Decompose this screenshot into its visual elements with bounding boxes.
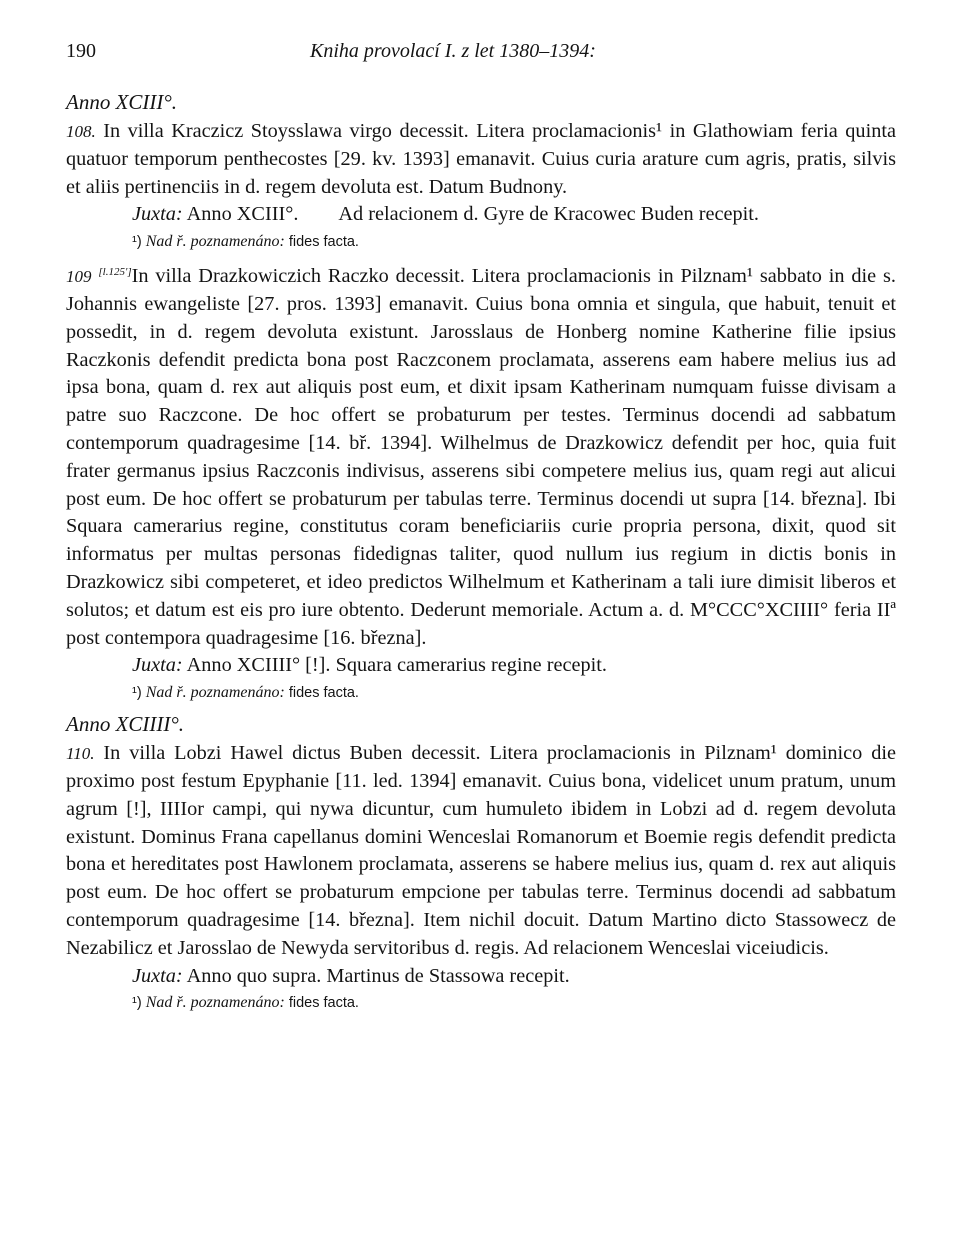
- footnote: [132, 682, 896, 704]
- footnote: [132, 231, 896, 253]
- juxta-relatio: Ad relacionem d. Gyre de Kracowec Buden recepit.: [338, 203, 760, 226]
- entry-110: [66, 740, 896, 962]
- juxta-relatio: Squara camerarius regine recepit.: [335, 654, 607, 677]
- juxta-year: Anno XCIII°.: [186, 203, 299, 226]
- footnote-label: Nad ř. poznamenáno:: [145, 233, 285, 251]
- juxta-relatio: Martinus de Stassowa recepit.: [326, 964, 570, 987]
- juxta-line: [132, 963, 896, 991]
- footnote-mark: ¹): [132, 685, 142, 702]
- entry-text: In villa Kraczicz Stoysslawa virgo decessit. Litera proclamacionis¹ in Glathowiam feria quinta quatuor temporum penthecostes [29. kv. 1393] emanavit. Cuius curia arature cum agris, pratis, silvis et aliis pertinenciis in d. regem devoluta est. Datum Budnony.: [66, 120, 896, 198]
- juxta-line: [132, 201, 896, 229]
- year-heading: Anno XCIIII°.: [66, 712, 185, 737]
- juxta-label: Juxta:: [132, 654, 183, 677]
- footnote-mark: ¹): [132, 234, 142, 251]
- juxta-year: Anno quo supra.: [186, 964, 322, 987]
- page-header: [66, 40, 896, 76]
- entry-109: [66, 259, 896, 652]
- document-page: [66, 40, 896, 1020]
- footnote-label: Nad ř. poznamenáno:: [145, 684, 285, 702]
- footnote-label: Nad ř. poznamenáno:: [145, 994, 285, 1012]
- footnote-text: fides facta.: [288, 685, 359, 702]
- juxta-label: Juxta:: [132, 203, 183, 226]
- folio-mark: [l.125']: [98, 266, 132, 279]
- entry-text: In villa Drazkowiczich Raczko decessit. Litera proclamacionis in Pilznam¹ sabbato in die s. Johannis ewangeliste [27. pros. 1393] emanavit. Cuius bona omnia et singula, que habuit, tenuit et possedit, in d. regem devoluta existunt. Jarosslaus de Honberg nomine Katherine filie ipsius Raczkonis defendit predicta bona post Raczconem proclamata, asserens eam habere melius ius ad ipsa bona, quam d. rex aut aliquis post eum, et dixit ipsam Katherinam numquam fuisse divisam a patre suo Raczcone. De hoc offert se probaturum per testes. Terminus docendi ad sabbatum contemporum quadragesime [14. bř. 1394]. Wilhelmus de Drazkowicz defendit per hoc, quia fuit frater germanus ipsius Raczconis indivisus, asserens sibi competere melius ius, quam regi aut alicui post eum. De hoc offert se probaturum per tabulas terre. Terminus docendi ut supra [14. března]. Ibi Squara camerarius regine, constitutus coram beneficiariis curie propria persona, dixit, quod sit informatus per multas personas fidedignas taliter, quod nullum ius regium in dictis bonis in Drazkowicz sibi competeret, et ideo predictos Wilhelmum et Katherinam a tali iure dimisit liberos et solutos; et datum est eis pro iure obtento. Dederunt memoriale. Actum a. d. M°CCC°XCIIII° feria IIª post contempora quadragesime [16. března].: [66, 265, 896, 649]
- footnote: [132, 992, 896, 1014]
- juxta-line: [132, 652, 896, 680]
- footnote-mark: ¹): [132, 995, 142, 1012]
- entry-number: 108.: [66, 122, 96, 141]
- entry-text: In villa Lobzi Hawel dictus Buben decessit. Litera proclamacionis in Pilznam¹ dominico die proximo post festum Epyphanie [11. led. 1394] emanavit. Cuius bona, videlicet unum pratum, unum agrum [!], IIIIor campi, qui nywa dicuntur, cum humuleto ibidem in Lobzi ad d. regem devoluta existunt. Dominus Frana capellanus domini Wenceslai Romanorum et Boemie regis defendit predicta bona et hereditates post Hawlonem proclamata, asserens se habere melius ius, quam d. rex aut aliquis post eum. De hoc offert se probaturum empcione per tabulas terre. Terminus docendi ad sabbatum contemporum quadragesime [14. března]. Item nichil docuit. Datum Martino dicto Stassowecz de Nezabilicz et Jarosslao de Newyda servitoribus d. regis. Ad relacionem Wenceslai viceiudicis.: [66, 742, 896, 959]
- running-title: Kniha provolací I. z let 1380–1394:: [310, 40, 596, 62]
- page-number: 190: [66, 40, 96, 62]
- juxta-label: Juxta:: [132, 964, 183, 987]
- entry-number: 109: [66, 267, 92, 287]
- entry-108: [66, 118, 896, 201]
- year-heading: Anno XCIII°.: [66, 90, 178, 114]
- footnote-text: fides facta.: [288, 995, 359, 1012]
- juxta-year: Anno XCIIII° [!].: [186, 654, 331, 677]
- entry-number: 110.: [66, 744, 95, 764]
- footnote-text: fides facta.: [288, 234, 359, 251]
